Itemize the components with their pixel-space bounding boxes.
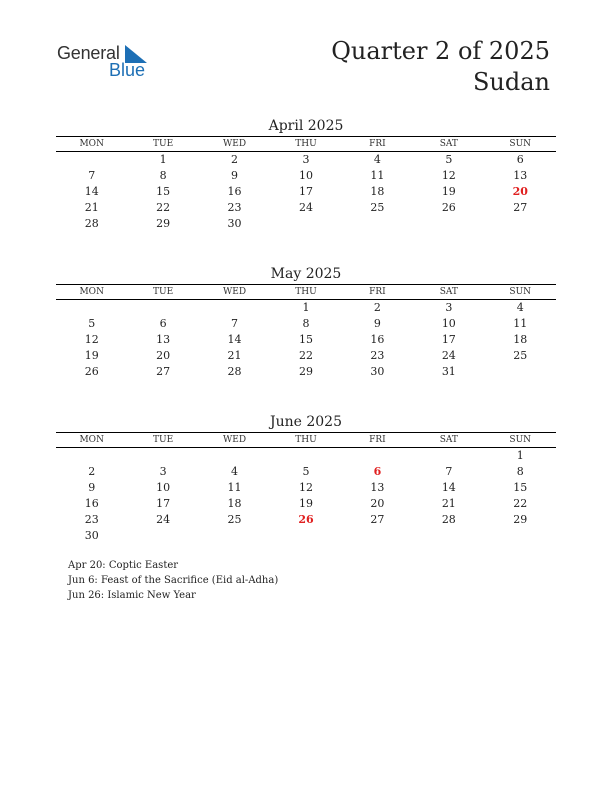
day-cell: 28 xyxy=(441,513,456,526)
day-cell: 29 xyxy=(298,365,313,378)
holiday-day-cell: 26 xyxy=(298,513,314,526)
day-cell: 19 xyxy=(441,185,456,198)
day-cell: 13 xyxy=(513,169,528,182)
week-row xyxy=(56,300,556,316)
day-cell: 14 xyxy=(441,481,456,494)
day-cell: 4 xyxy=(373,153,381,166)
day-cell: 5 xyxy=(88,317,96,330)
day-cell: 8 xyxy=(516,465,524,478)
weeks xyxy=(56,300,556,380)
holiday-note: Jun 6: Feast of the Sacrifice (Eid al-Adha) xyxy=(68,575,279,586)
empty-day-cell xyxy=(56,448,127,464)
day-header: SAT xyxy=(439,139,458,149)
empty-day-cell xyxy=(485,364,556,380)
day-header: TUE xyxy=(153,139,174,149)
empty-day-cell xyxy=(127,528,198,544)
day-cell: 7 xyxy=(88,169,96,182)
day-cell: 26 xyxy=(84,365,99,378)
day-header: SUN xyxy=(509,139,532,149)
week-row xyxy=(56,216,556,232)
day-cell: 29 xyxy=(156,217,171,230)
day-cell: 3 xyxy=(445,301,453,314)
month-april xyxy=(56,116,556,232)
day-header: SUN xyxy=(509,287,532,297)
day-cell: 12 xyxy=(298,481,313,494)
day-cell: 12 xyxy=(84,333,99,346)
empty-day-cell xyxy=(342,216,413,232)
month-title: May 2025 xyxy=(270,266,342,282)
day-cell: 24 xyxy=(298,201,313,214)
weeks xyxy=(56,152,556,232)
day-cell: 3 xyxy=(302,153,310,166)
day-cell: 21 xyxy=(227,349,242,362)
day-cell: 11 xyxy=(227,481,242,494)
holiday-day-cell: 6 xyxy=(373,465,382,478)
week-row xyxy=(56,184,556,200)
empty-day-cell xyxy=(199,300,270,316)
day-header: THU xyxy=(295,287,317,297)
month-title: April 2025 xyxy=(268,118,344,134)
day-cell: 27 xyxy=(513,201,528,214)
empty-day-cell xyxy=(413,528,484,544)
day-cell: 28 xyxy=(227,365,242,378)
day-cell: 4 xyxy=(516,301,524,314)
weeks xyxy=(56,448,556,544)
day-cell: 8 xyxy=(302,317,310,330)
day-cell: 16 xyxy=(84,497,99,510)
day-header: MON xyxy=(79,139,104,149)
empty-day-cell xyxy=(127,448,198,464)
day-cell: 11 xyxy=(370,169,385,182)
day-cell: 15 xyxy=(156,185,171,198)
day-cell: 17 xyxy=(298,185,313,198)
day-cell: 13 xyxy=(370,481,385,494)
day-header: FRI xyxy=(369,287,386,297)
empty-day-cell xyxy=(485,528,556,544)
logo-general-text: General xyxy=(57,43,120,63)
day-cell: 6 xyxy=(516,153,524,166)
day-cell: 25 xyxy=(370,201,385,214)
day-cell: 13 xyxy=(156,333,171,346)
day-cell: 10 xyxy=(298,169,313,182)
empty-day-cell xyxy=(199,448,270,464)
empty-day-cell xyxy=(199,528,270,544)
day-cell: 1 xyxy=(302,301,310,314)
week-row xyxy=(56,200,556,216)
month-title: June 2025 xyxy=(269,414,342,430)
day-cell: 15 xyxy=(298,333,313,346)
week-row xyxy=(56,528,556,544)
month-june xyxy=(56,412,556,544)
empty-day-cell xyxy=(56,152,127,168)
day-cell: 14 xyxy=(84,185,99,198)
day-cell: 12 xyxy=(441,169,456,182)
day-cell: 7 xyxy=(445,465,453,478)
day-header: WED xyxy=(223,287,247,297)
day-header: MON xyxy=(79,287,104,297)
day-header: THU xyxy=(295,139,317,149)
day-cell: 18 xyxy=(370,185,385,198)
title-quarter: Quarter 2 of 2025 xyxy=(331,37,550,65)
day-header: SAT xyxy=(439,435,458,445)
day-cell: 16 xyxy=(227,185,242,198)
week-row xyxy=(56,152,556,168)
day-cell: 2 xyxy=(231,153,239,166)
title-country: Sudan xyxy=(472,68,550,96)
day-cell: 22 xyxy=(156,201,171,214)
day-cell: 31 xyxy=(441,365,456,378)
day-cell: 21 xyxy=(84,201,99,214)
day-cell: 25 xyxy=(513,349,528,362)
empty-day-cell xyxy=(270,448,341,464)
holiday-notes xyxy=(68,558,278,603)
empty-day-cell xyxy=(413,448,484,464)
day-header: WED xyxy=(223,139,247,149)
empty-day-cell xyxy=(56,300,127,316)
day-cell: 25 xyxy=(227,513,242,526)
day-cell: 23 xyxy=(370,349,385,362)
holiday-day-cell: 20 xyxy=(512,185,528,198)
day-cell: 22 xyxy=(298,349,313,362)
week-row xyxy=(56,480,556,496)
week-row xyxy=(56,512,556,528)
day-cell: 7 xyxy=(231,317,239,330)
day-cell: 5 xyxy=(445,153,453,166)
week-row xyxy=(56,348,556,364)
holiday-note: Apr 20: Coptic Easter xyxy=(68,560,179,571)
week-row xyxy=(56,496,556,512)
day-cell: 30 xyxy=(370,365,385,378)
day-header: SUN xyxy=(509,435,532,445)
empty-day-cell xyxy=(270,216,341,232)
week-row xyxy=(56,168,556,184)
day-cell: 2 xyxy=(373,301,381,314)
empty-day-cell xyxy=(342,528,413,544)
month-may xyxy=(56,264,556,380)
day-header: SAT xyxy=(439,287,458,297)
day-cell: 1 xyxy=(516,449,524,462)
day-cell: 8 xyxy=(159,169,167,182)
day-cell: 4 xyxy=(231,465,239,478)
empty-day-cell xyxy=(270,528,341,544)
day-cell: 23 xyxy=(84,513,99,526)
holiday-note: Jun 26: Islamic New Year xyxy=(68,590,196,601)
day-header: FRI xyxy=(369,435,386,445)
day-header: MON xyxy=(79,435,104,445)
day-cell: 27 xyxy=(156,365,171,378)
day-cell: 9 xyxy=(231,169,239,182)
day-cell: 30 xyxy=(227,217,242,230)
day-cell: 20 xyxy=(156,349,171,362)
week-row xyxy=(56,364,556,380)
day-header: FRI xyxy=(369,139,386,149)
day-cell: 15 xyxy=(513,481,528,494)
day-cell: 28 xyxy=(84,217,99,230)
day-header-row xyxy=(56,136,556,152)
day-cell: 30 xyxy=(84,529,99,542)
day-cell: 10 xyxy=(156,481,171,494)
day-cell: 19 xyxy=(298,497,313,510)
day-cell: 3 xyxy=(159,465,167,478)
day-cell: 14 xyxy=(227,333,242,346)
page-title xyxy=(331,36,550,98)
day-cell: 1 xyxy=(159,153,167,166)
day-cell: 18 xyxy=(513,333,528,346)
day-cell: 29 xyxy=(513,513,528,526)
day-cell: 24 xyxy=(441,349,456,362)
day-header: TUE xyxy=(153,435,174,445)
empty-day-cell xyxy=(485,216,556,232)
day-header: WED xyxy=(223,435,247,445)
week-row xyxy=(56,464,556,480)
day-cell: 26 xyxy=(441,201,456,214)
day-cell: 22 xyxy=(513,497,528,510)
day-header: THU xyxy=(295,435,317,445)
day-cell: 18 xyxy=(227,497,242,510)
empty-day-cell xyxy=(342,448,413,464)
empty-day-cell xyxy=(127,300,198,316)
day-cell: 9 xyxy=(373,317,381,330)
day-cell: 16 xyxy=(370,333,385,346)
week-row xyxy=(56,316,556,332)
day-cell: 10 xyxy=(441,317,456,330)
week-row xyxy=(56,332,556,348)
logo-blue-text: Blue xyxy=(109,60,146,80)
day-cell: 24 xyxy=(156,513,171,526)
day-cell: 17 xyxy=(156,497,171,510)
day-cell: 6 xyxy=(159,317,167,330)
empty-day-cell xyxy=(413,216,484,232)
day-cell: 2 xyxy=(88,465,96,478)
day-cell: 17 xyxy=(441,333,456,346)
week-row xyxy=(56,448,556,464)
day-cell: 5 xyxy=(302,465,310,478)
day-cell: 23 xyxy=(227,201,242,214)
day-cell: 9 xyxy=(88,481,96,494)
day-cell: 27 xyxy=(370,513,385,526)
day-header-row xyxy=(56,432,556,448)
day-cell: 11 xyxy=(513,317,528,330)
day-cell: 20 xyxy=(370,497,385,510)
day-cell: 19 xyxy=(84,349,99,362)
day-header: TUE xyxy=(153,287,174,297)
logo xyxy=(57,43,157,83)
day-cell: 21 xyxy=(441,497,456,510)
day-header-row xyxy=(56,284,556,300)
